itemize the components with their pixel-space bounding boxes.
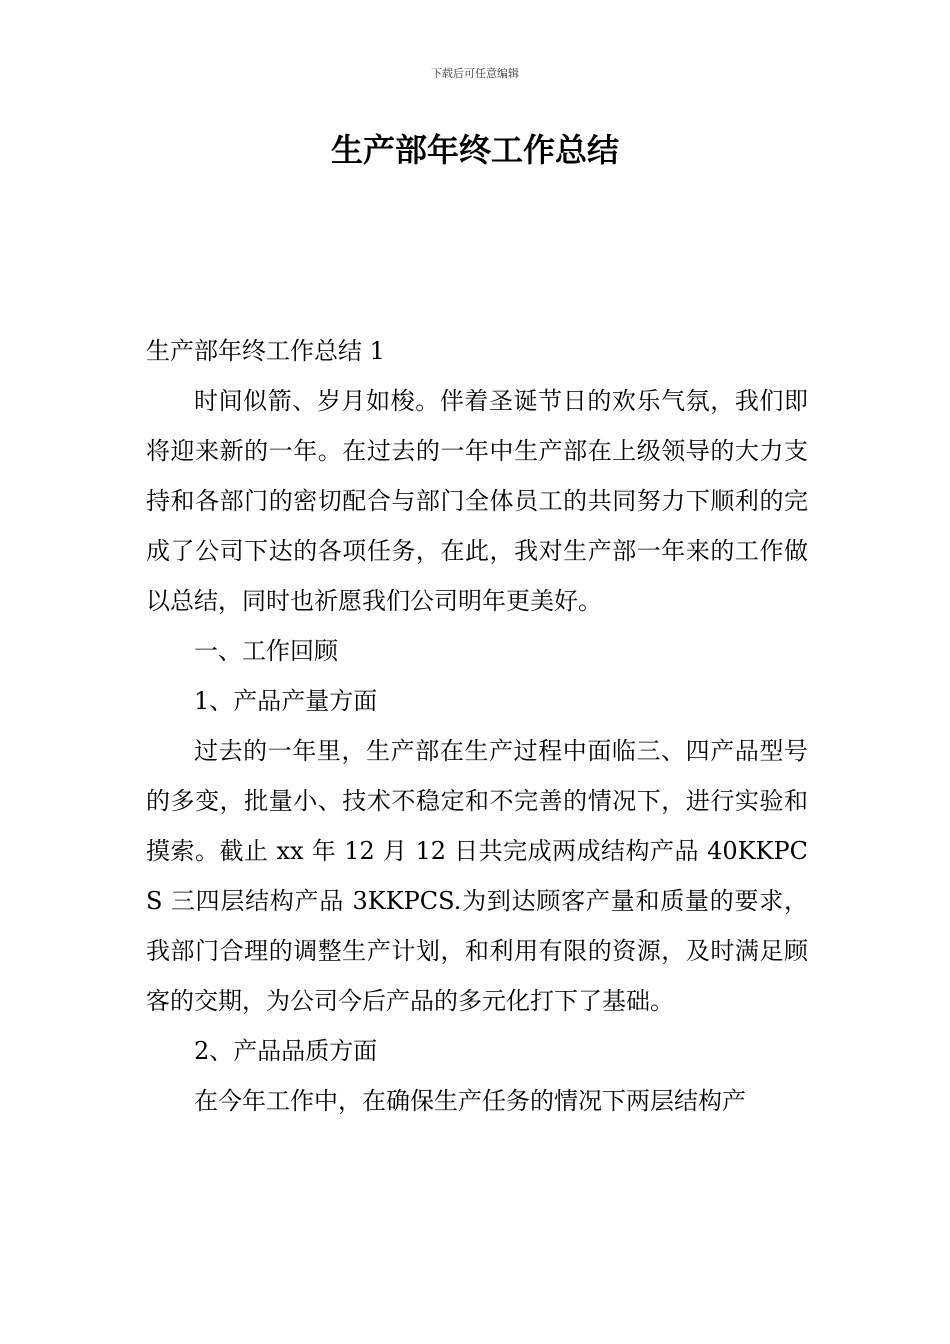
section-heading-work-review: 一、工作回顾	[194, 637, 338, 665]
subsection-heading-quality: 2、产品品质方面	[194, 1037, 378, 1065]
document-title: 生产部年终工作总结	[330, 131, 619, 169]
quality-paragraph: 在今年工作中，在确保生产任务的情况下两层结构产	[194, 1087, 746, 1115]
subsection-heading-output: 1、产品产量方面	[194, 687, 378, 715]
page-header-note: 下载后可任意编辑	[431, 67, 519, 80]
intro-paragraph: 时间似箭、岁月如梭。伴着圣诞节日的欢乐气氛，我们即将迎来新的一年。在过去的一年中生产部在上级领导的大力支持和各部门的密切配合与部门全体员工的共同努力下顺利的完成了公司下达的各项任务，在此，我对生产部一年来的工作做以总结，同时也祈愿我们公司明年更美好。	[146, 387, 808, 615]
output-paragraph: 过去的一年里，生产部在生产过程中面临三、四产品型号的多变，批量小、技术不稳定和不完善的情况下，进行实验和摸索。截止 xx 年 12 月 12 日共完成两成结构产品 40KKPCS 三四层结构产品 3KKPCS.为到达顾客产量和质量的要求，我部门合理的调整生产计划，和利用有限的资源，及时满足顾客的交期，为公司今后产品的多元化打下了基础。	[146, 737, 808, 1015]
document-body	[146, 326, 808, 1126]
section-subtitle: 生产部年终工作总结 1	[146, 337, 385, 365]
